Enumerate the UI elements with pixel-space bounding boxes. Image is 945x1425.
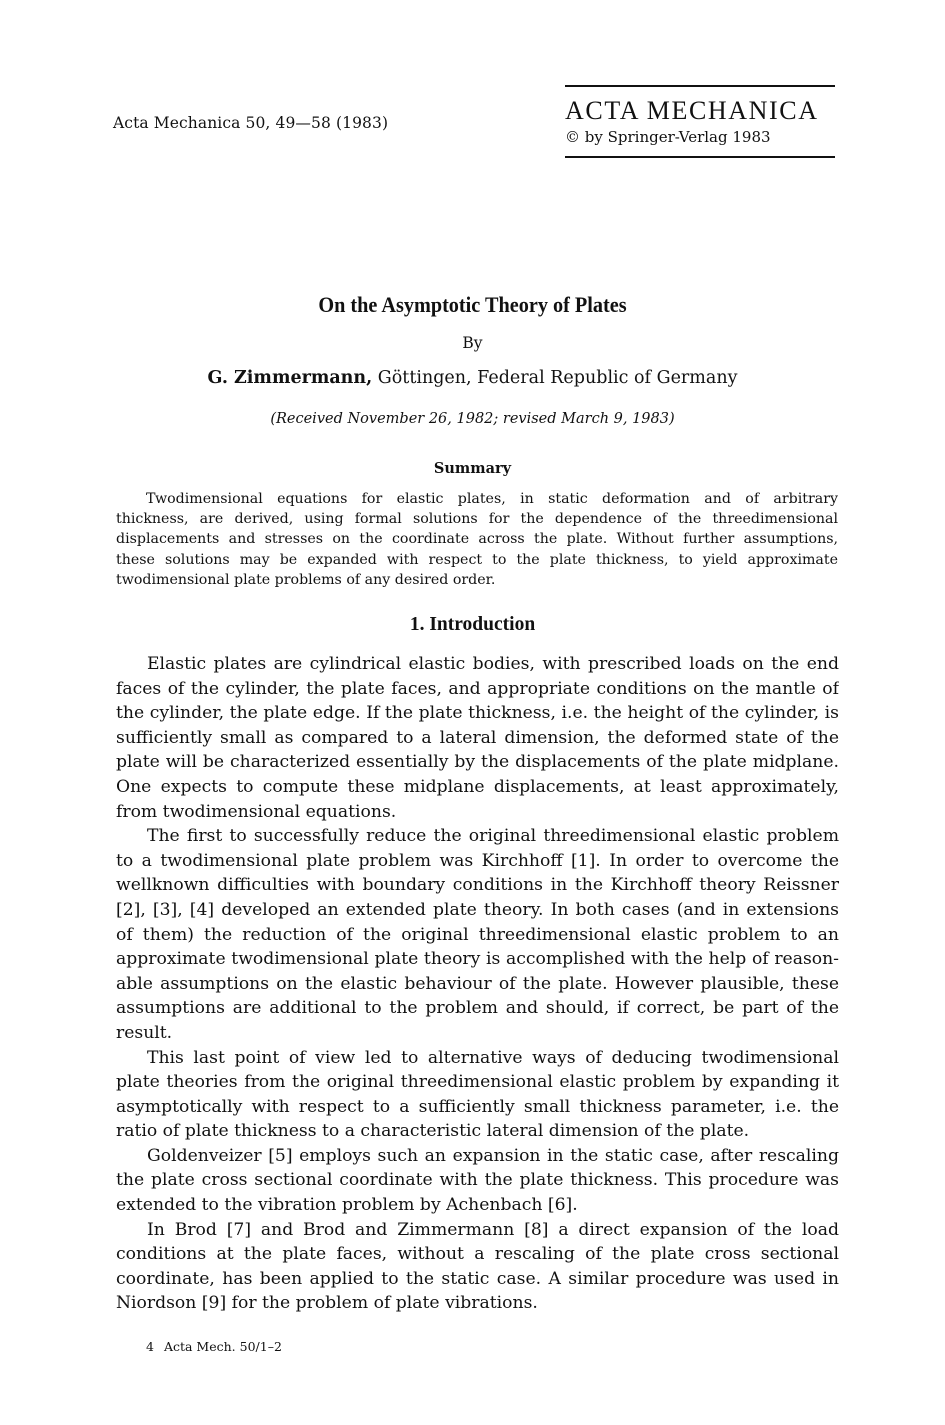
body-line: plate will be characterized essentially by the displacements of the plate midplane. (116, 752, 839, 773)
footer-page-number: 4 (146, 1339, 154, 1354)
body-line: One expects to compute these midplane displacements, at least approximately, (116, 776, 839, 797)
body-line: of them) the reduction of the original threedimensional elastic problem to an (116, 924, 839, 945)
body-line: asymptotically with respect to a sufficiently small thickness parameter, i.e. the (116, 1096, 839, 1117)
summary-heading: Summary (433, 460, 512, 477)
body-line: faces of the cylinder, the plate faces, and appropriate conditions on the mantle of (116, 678, 839, 699)
body-line: conditions at the plate faces, without a rescaling of the plate cross sectional (116, 1244, 839, 1265)
section-heading: 1. Introduction (409, 614, 536, 635)
body-line: plate theories from the original threedimensional elastic problem by expanding it (116, 1072, 839, 1093)
author-line (0, 368, 945, 388)
body-line: able assumptions on the elastic behaviour of the plate. However plausible, these (116, 973, 839, 994)
body-line: coordinate, has been applied to the static case. A similar procedure was used in (116, 1268, 839, 1289)
body-line: approximate twodimensional plate theory is accomplished with the help of reason- (116, 949, 839, 970)
body-line: In Brod [7] and Brod and Zimmermann [8] a direct expansion of the load (147, 1219, 839, 1240)
summary-line: thickness, are derived, using formal solutions for the dependence of the threedimensional (116, 511, 838, 528)
masthead-copyright: © by Springer-Verlag 1983 (565, 127, 771, 146)
author-name: G. Zimmermann, (207, 368, 373, 388)
page-footer (146, 1339, 282, 1354)
summary-line: these solutions may be expanded with respect to the plate thickness, to yield approximate (116, 551, 838, 568)
paper-title: On the Asymptotic Theory of Plates (318, 292, 627, 317)
body-line: ratio of plate thickness to a characteristic lateral dimension of the plate. (116, 1121, 750, 1142)
masthead-bottom-rule (565, 156, 835, 158)
journal-reference: Acta Mechanica 50, 49—58 (1983) (113, 114, 389, 132)
by-line: By (462, 334, 483, 352)
summary-line: Twodimensional equations for elastic plates, in static deformation and of arbitrary (146, 491, 838, 507)
body-line: assumptions are additional to the problem and should, if correct, be part of the (116, 998, 839, 1019)
masthead-top-rule (565, 85, 835, 87)
body-line: [2], [3], [4] developed an extended plate theory. In both cases (and in extensions (116, 899, 839, 920)
body-line: Goldenveizer [5] employs such an expansion in the static case, after rescaling (147, 1145, 839, 1166)
received-dates: (Received November 26, 1982; revised March 9, 1983) (270, 411, 675, 427)
body-line: The first to successfully reduce the original threedimensional elastic problem (147, 826, 839, 847)
footer-text: Acta Mech. 50/1–2 (163, 1339, 282, 1354)
body-line: Elastic plates are cylindrical elastic bodies, with prescribed loads on the end (147, 654, 839, 674)
author-affiliation: Göttingen, Federal Republic of Germany (372, 368, 738, 388)
introduction-body (116, 652, 839, 1316)
summary-line: displacements and stresses on the coordinate across the plate. Without further assumptions, (116, 531, 838, 548)
masthead-title: ACTA MECHANICA (565, 95, 819, 125)
body-line: the plate cross sectional coordinate with the plate thickness. This procedure was (116, 1170, 839, 1191)
body-line: the cylinder, the plate edge. If the plate thickness, i.e. the height of the cylinder, is (116, 703, 839, 724)
summary-line: twodimensional plate problems of any desired order. (116, 571, 496, 588)
body-line: Niordson [9] for the problem of plate vibrations. (116, 1293, 538, 1314)
body-line: result. (116, 1022, 173, 1043)
summary-paragraph (116, 489, 838, 590)
body-line: to a twodimensional plate problem was Kirchhoff [1]. In order to overcome the (116, 850, 839, 871)
masthead (565, 85, 835, 158)
body-line: wellknown difficulties with boundary conditions in the Kirchhoff theory Reissner (116, 875, 839, 896)
body-line: from twodimensional equations. (116, 801, 397, 822)
body-line: sufficiently small as compared to a lateral dimension, the deformed state of the (116, 727, 839, 748)
body-line: This last point of view led to alternative ways of deducing twodimensional (147, 1047, 839, 1068)
body-line: extended to the vibration problem by Achenbach [6]. (116, 1195, 578, 1216)
